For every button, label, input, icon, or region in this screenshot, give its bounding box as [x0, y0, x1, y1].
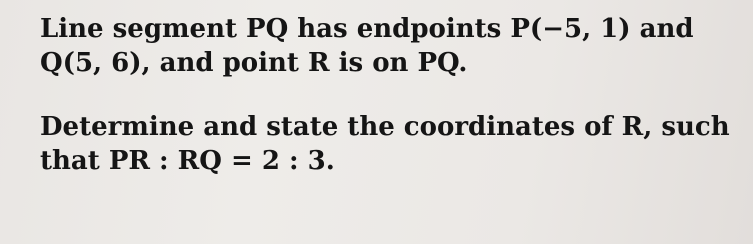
problem-text	[40, 12, 730, 178]
problem-line-3: Determine and state the coordinates of R, such	[40, 112, 730, 142]
problem-line-1: Line segment PQ has endpoints P(−5, 1) and	[40, 14, 694, 44]
problem-line-2: Q(5, 6), and point R is on PQ.	[40, 48, 468, 78]
problem-line-4: that PR : RQ = 2 : 3.	[40, 146, 335, 176]
paragraph-gap	[40, 80, 730, 110]
